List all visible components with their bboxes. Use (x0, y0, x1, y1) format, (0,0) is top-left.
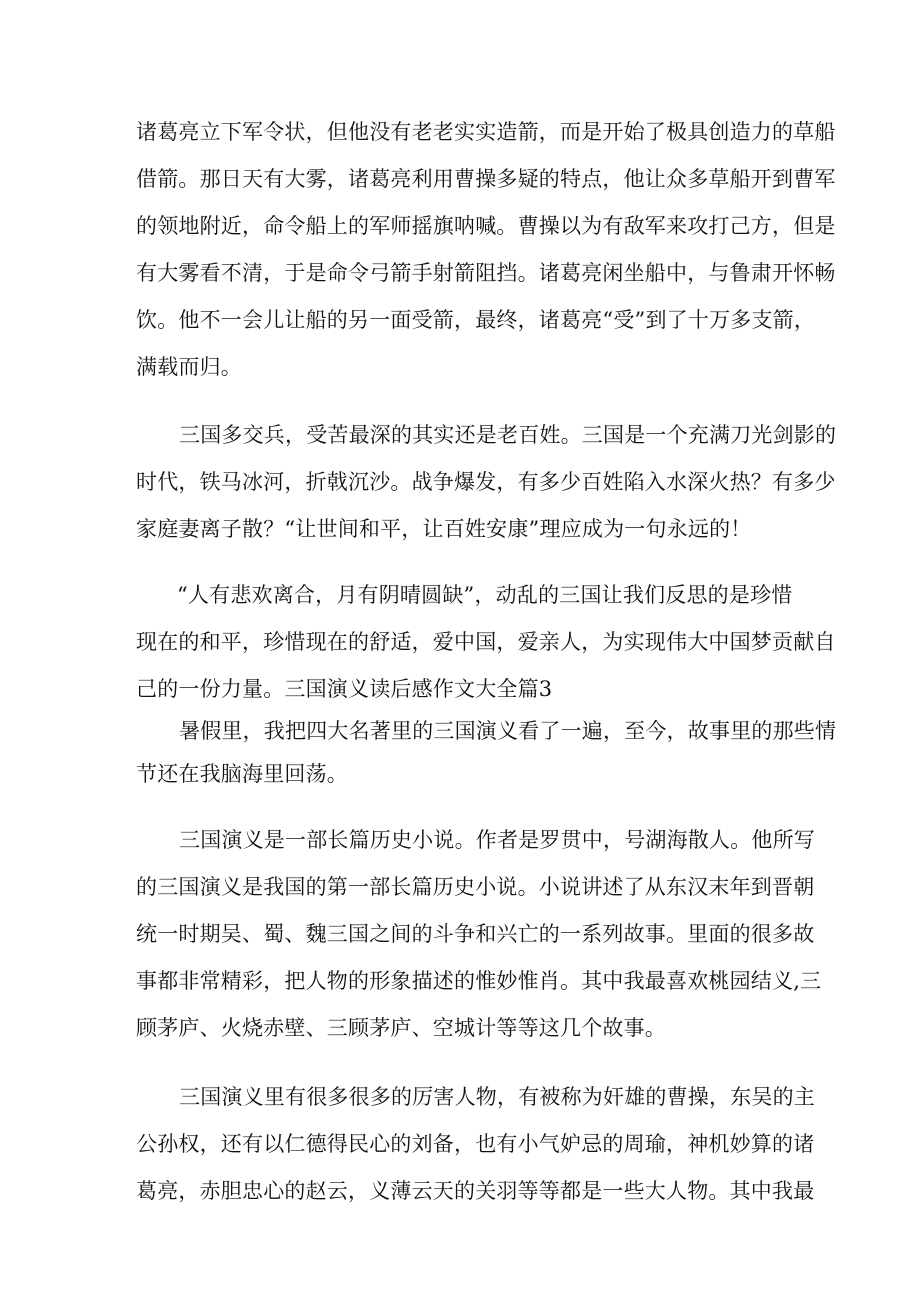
text-line: 三国演义是一部长篇历史小说。作者是罗贯中，号湖海散人。他所写 (179, 828, 815, 852)
text-line: 的领地附近，命令船上的军师摇旗呐喊。曹操以为有敌军来攻打己方，但是 (136, 214, 836, 238)
text-line: 己的一份力量。三国演义读后感作文大全篇3 (136, 677, 553, 701)
text-line: 有大雾看不清，于是命令弓箭手射箭阻挡。诸葛亮闲坐船中，与鲁肃开怀畅 (136, 261, 836, 285)
text-line: “人有悲欢离合，月有阴晴圆缺”，动乱的三国让我们反思的是珍惜 (177, 583, 793, 607)
text-line: 时代，铁马冰河，折戟沉沙。战争爆发，有多少百姓陷入水深火热？有多少 (136, 470, 836, 494)
text-line: 公孙权，还有以仁德得民心的刘备，也有小气妒忌的周瑜，神机妙算的诸 (136, 1132, 815, 1156)
text-line: 暑假里，我把四大名著里的三国演义看了一遍，至今，故事里的那些情 (179, 719, 837, 743)
text-line: 三国多交兵，受苦最深的其实还是老百姓。三国是一个充满刀光剑影的 (179, 423, 837, 447)
text-line: 饮。他不一会儿让船的另一面受箭，最终，诸葛亮“受”到了十万多支箭， (136, 308, 816, 332)
text-line: 家庭妻离子散？“让世间和平，让百姓安康”理应成为一句永远的！ (136, 517, 752, 541)
text-line: 事都非常精彩，把人物的形象描述的惟妙惟肖。其中我最喜欢桃园结义,三 (136, 969, 822, 993)
text-line: 顾茅庐、火烧赤壁、三顾茅庐、空城计等等这几个故事。 (136, 1016, 666, 1040)
text-line: 三国演义里有很多很多的厉害人物，有被称为奸雄的曹操，东吴的主 (179, 1085, 815, 1109)
text-line: 满载而归。 (136, 355, 242, 379)
text-line: 诸葛亮立下军令状，但他没有老老实实造箭，而是开始了极具创造力的草船 (136, 120, 836, 144)
text-line: 统一时期吴、蜀、魏三国之间的斗争和兴亡的一系列故事。里面的很多故 (136, 922, 815, 946)
text-line: 现在的和平，珍惜现在的舒适，爱中国，爱亲人，为实现伟大中国梦贡献自 (136, 630, 836, 654)
text-line: 葛亮，赤胆忠心的赵云，义薄云天的关羽等等都是一些大人物。其中我最 (136, 1179, 815, 1203)
text-line: 的三国演义是我国的第一部长篇历史小说。小说讲述了从东汉末年到晋朝 (136, 875, 815, 899)
text-line: 借箭。那日天有大雾，诸葛亮利用曹操多疑的特点，他让众多草船开到曹军 (136, 167, 836, 191)
text-line: 节还在我脑海里回荡。 (136, 762, 348, 786)
